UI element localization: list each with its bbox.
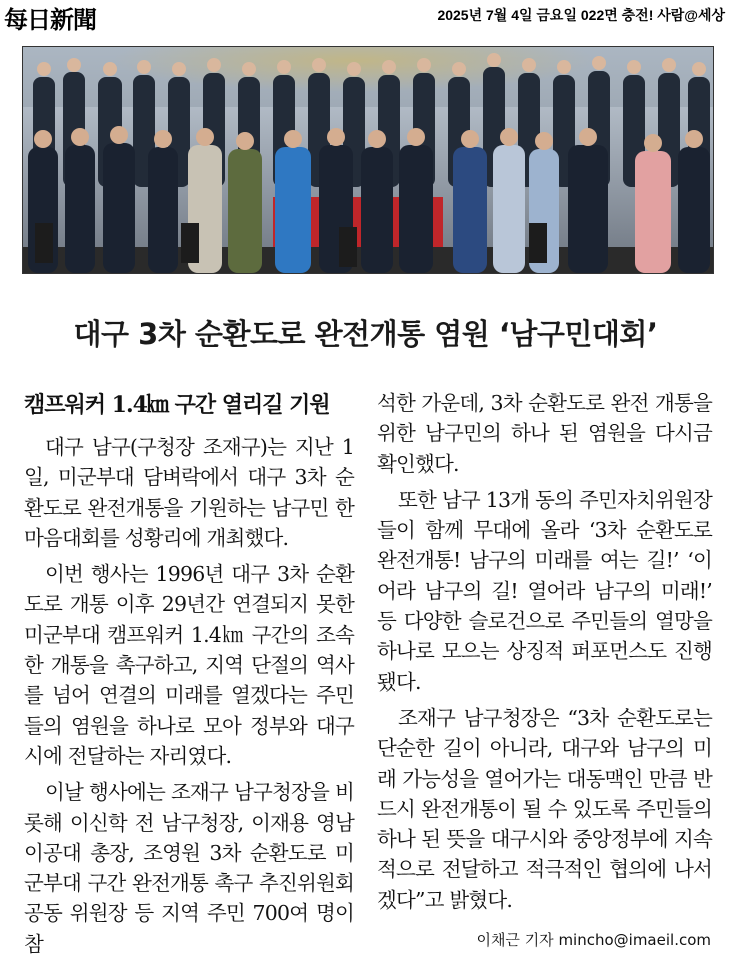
masthead (0, 0, 731, 34)
event-photo (22, 46, 714, 274)
article-column-right (377, 388, 712, 921)
article-column-left (24, 390, 354, 965)
article-headline: 대구 3차 순환도로 완전개통 염원 ‘남구민대회’ (73, 317, 658, 351)
article-paragraph: 이번 행사는 1996년 대구 3차 순환도로 개통 이후 29년간 연결되지 못한 미군부대 캠프워커 1.4㎞ 구간의 조속한 개통을 촉구하고, 지역 단절의 역사를 넘어 연결의 미래를 열겠다는 주민들의 염원을 하나로 모아 정부와 대구시에 전달하는 자리였다. (24, 562, 354, 768)
newspaper-logo: 每日新聞 (4, 5, 96, 34)
article-paragraph: 조재구 남구청장은 “3차 순환도로는 단순한 길이 아니라, 대구와 남구의 미래 가능성을 열어가는 대동맥인 만큼 반드시 완전개통이 될 수 있도록 주민들의 하나 된 뜻을 대구시와 중앙정부에 지속적으로 전달하고 적극적인 협의에 나서겠다”고 밝혔다. (377, 705, 712, 912)
edition-info: 2025년 7월 4일 금요일 022면 충전! 사람@세상 (437, 7, 725, 23)
article-paragraph: 석한 가운데, 3차 순환도로 완전 개통을 위한 남구민의 하나 된 염원을 다시금 확인했다. (377, 391, 712, 476)
article-paragraph: 또한 남구 13개 동의 주민자치위원장들이 함께 무대에 올라 ‘3차 순환도로 완전개통! 남구의 미래를 여는 길!’ ‘이어라 남구의 길! 열어라 남구의 미래!’ 등 다양한 슬로건으로 주민들의 열망을 하나로 모으는 상징적 퍼포먼스도 진행됐다. (377, 487, 712, 694)
reporter-byline: 이채근 기자 mincho@imaeil.com (476, 931, 711, 949)
article-paragraph: 이날 행사에는 조재구 남구청장을 비롯해 이신학 전 남구청장, 이재용 영남이공대 총장, 조영원 3차 순환도로 미군부대 구간 완전개통 촉구 추진위원회 공동 위원장 등 지역 주민 700여 명이 참 (24, 780, 354, 956)
article-subhead: 캠프워커 1.4㎞ 구간 열리길 기원 (24, 392, 330, 418)
article-paragraph: 대구 남구(구청장 조재구)는 지난 1일, 미군부대 담벼락에서 대구 3차 순환도로 완전개통을 기원하는 남구민 한마음대회를 성황리에 개최했다. (24, 435, 354, 550)
